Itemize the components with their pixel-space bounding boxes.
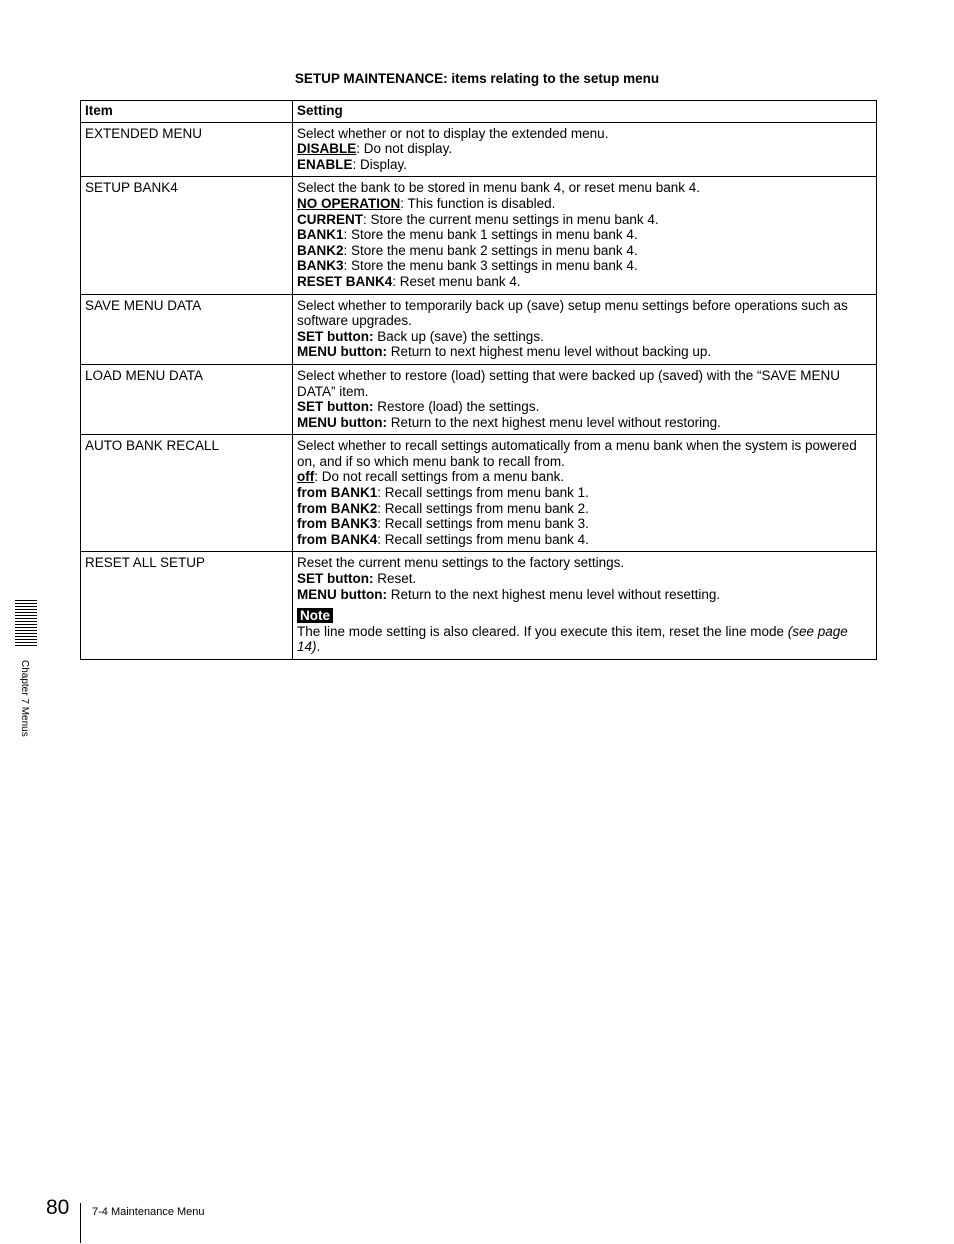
setting-intro: Select whether to restore (load) setting that were backed up (saved) with the “SAVE MENU DATA” item. [297,367,840,399]
note-text: The line mode setting is also cleared. If you execute this item, reset the line mode [297,623,788,639]
option-line [297,532,872,548]
option-term: ENABLE [297,156,353,172]
option-line [297,399,872,415]
option-text: Return to the next highest menu level without restoring. [386,414,721,430]
option-line [297,243,872,259]
option-term: from BANK4 [297,531,378,547]
note-page-reference[interactable]: (see page 14) [297,623,848,655]
column-header-item: Item [81,101,293,123]
option-term: BANK2 [297,242,344,258]
table-row [81,552,877,660]
note-label: Note [297,608,333,623]
option-text: : Recall settings from menu bank 2. [377,500,589,516]
setting-cell [293,552,877,660]
table-row [81,294,877,364]
option-text: : Store the menu bank 3 settings in menu bank 4. [343,258,638,274]
chapter-tab-marker [15,600,37,646]
table-caption: SETUP MAINTENANCE: items relating to the setup menu [294,71,660,86]
option-text: Reset. [373,571,417,587]
option-line [297,501,872,517]
option-term: from BANK3 [297,516,378,532]
table-row [81,364,877,434]
table-header-row [81,101,877,123]
option-line [297,141,872,157]
note-end: . [316,639,321,655]
option-text: Return to next highest menu level without backing up. [386,344,712,360]
option-line [297,516,872,532]
chapter-side-label: Chapter 7 Menus [19,660,30,737]
option-line [297,212,872,228]
setting-cell [293,177,877,294]
column-header-setting: Setting [293,101,877,123]
option-term: MENU button: [297,586,387,602]
setup-maintenance-table [80,100,877,660]
setting-cell [293,364,877,434]
footer-section-title: 7-4 Maintenance Menu [92,1206,205,1218]
option-term: RESET BANK4 [297,273,393,289]
option-line [297,274,872,290]
setting-cell [293,122,877,177]
option-term: MENU button: [297,344,387,360]
option-term: from BANK2 [297,500,378,516]
item-cell: SAVE MENU DATA [81,294,293,364]
option-text: : Store the menu bank 2 settings in menu bank 4. [343,242,638,258]
option-term: BANK3 [297,258,344,274]
setting-intro: Select whether to recall settings automatically from a menu bank when the system is powered on, and if so which menu bank to recall from. [297,438,857,469]
option-line [297,196,872,212]
setting-intro: Select whether or not to display the extended menu. [297,125,609,141]
option-term: MENU button: [297,414,387,430]
option-term: SET button: [297,571,374,587]
setting-cell [293,435,877,552]
option-text: : This function is disabled. [400,195,556,211]
option-line [297,157,872,173]
option-term: SET button: [297,399,374,415]
setting-cell [293,294,877,364]
option-text: : Recall settings from menu bank 4. [377,531,589,547]
option-text: : Store the menu bank 1 settings in menu bank 4. [343,227,638,243]
option-text: Back up (save) the settings. [373,328,544,344]
option-text: : Display. [352,156,408,172]
option-term: BANK1 [297,227,344,243]
item-cell: RESET ALL SETUP [81,552,293,660]
option-line [297,485,872,501]
option-text: : Do not display. [356,141,453,157]
option-term: SET button: [297,328,374,344]
setting-intro: Select the bank to be stored in menu bank 4, or reset menu bank 4. [297,180,700,196]
option-term: from BANK1 [297,485,378,501]
option-line [297,571,872,587]
item-cell: EXTENDED MENU [81,122,293,177]
option-text: Restore (load) the settings. [373,399,540,415]
option-line [297,329,872,345]
item-cell: AUTO BANK RECALL [81,435,293,552]
option-term: NO OPERATION [297,195,401,211]
option-line [297,469,872,485]
table-row [81,435,877,552]
option-line [297,227,872,243]
option-text: : Recall settings from menu bank 3. [377,516,589,532]
table-row [81,122,877,177]
option-term: CURRENT [297,211,363,227]
option-line [297,344,872,360]
option-term: DISABLE [297,141,357,157]
option-line [297,258,872,274]
footer-divider [80,1203,81,1243]
note-text-line [297,624,872,655]
option-text: : Do not recall settings from a menu bank. [314,469,565,485]
item-cell: SETUP BANK4 [81,177,293,294]
table-row [81,177,877,294]
option-text: : Reset menu bank 4. [392,273,521,289]
page-number: 80 [46,1196,70,1219]
option-term: off [297,469,315,485]
item-cell: LOAD MENU DATA [81,364,293,434]
option-line [297,587,872,603]
option-text: : Store the current menu settings in menu bank 4. [363,211,659,227]
setting-intro: Reset the current menu settings to the factory settings. [297,555,625,571]
option-line [297,415,872,431]
option-text: : Recall settings from menu bank 1. [377,485,589,501]
option-text: Return to the next highest menu level without resetting. [386,586,721,602]
setting-intro: Select whether to temporarily back up (save) setup menu settings before operations such as software upgrades. [297,297,848,329]
